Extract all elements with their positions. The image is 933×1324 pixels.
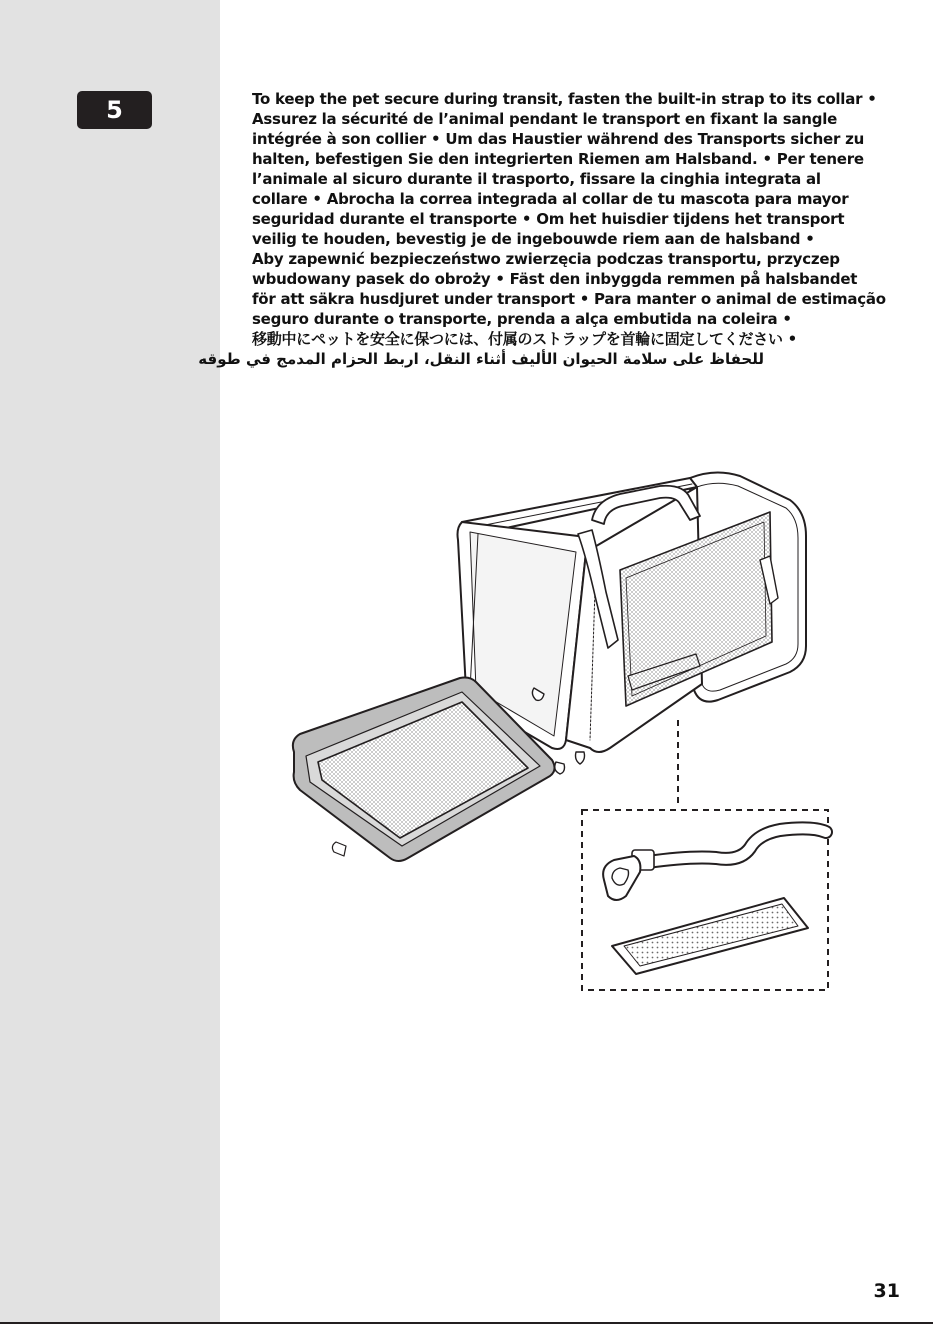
instruction-line: l’animale al sicuro durante il trasporto, fissare la cinghia integrata al [252,170,821,188]
floor-pad-detail [612,898,808,974]
instruction-line: Aby zapewnić bezpieczeństwo zwierzęcia podczas transportu, przyczep [252,250,840,268]
instruction-line: veilig te houden, bevestig je de ingebouwde riem aan de halsband • [252,230,815,248]
page-number: 31 [873,1280,900,1302]
pet-carrier-illustration [280,460,840,1000]
instruction-line: To keep the pet secure during transit, fasten the built-in strap to its collar • [252,90,877,108]
instruction-line-japanese: 移動中にペットを安全に保つには、付属のストラップを首輪に固定してください • [252,330,798,348]
instruction-line: collare • Abrocha la correa integrada al collar de tu mascota para mayor [252,190,849,208]
step-instruction-text [198,89,886,369]
built-in-strap-detail [603,828,826,900]
instruction-line: halten, befestigen Sie den integrierten Riemen am Halsband. • Per tenere [252,150,864,168]
instruction-line: wbudowany pasek do obroży • Fäst den inbyggda remmen på halsbandet [252,270,858,288]
instruction-line: för att säkra husdjuret under transport • Para manter o animal de estimação [252,290,886,308]
step-number-badge: 5 [77,91,152,129]
left-margin-band [0,0,220,1324]
instruction-line-arabic: للحفاظ على سلامة الحيوان الأليف أثناء النقل، اربط الحزام المدمج في طوقه [198,350,764,368]
instruction-line: intégrée à son collier • Um das Haustier während des Transports sicher zu [252,130,864,148]
instruction-line: Assurez la sécurité de l’animal pendant le transport en fixant la sangle [252,110,838,128]
instruction-line: seguridad durante el transporte • Om het huisdier tijdens het transport [252,210,845,228]
instruction-line: seguro durante o transporte, prenda a alça embutida na coleira • [252,310,792,328]
